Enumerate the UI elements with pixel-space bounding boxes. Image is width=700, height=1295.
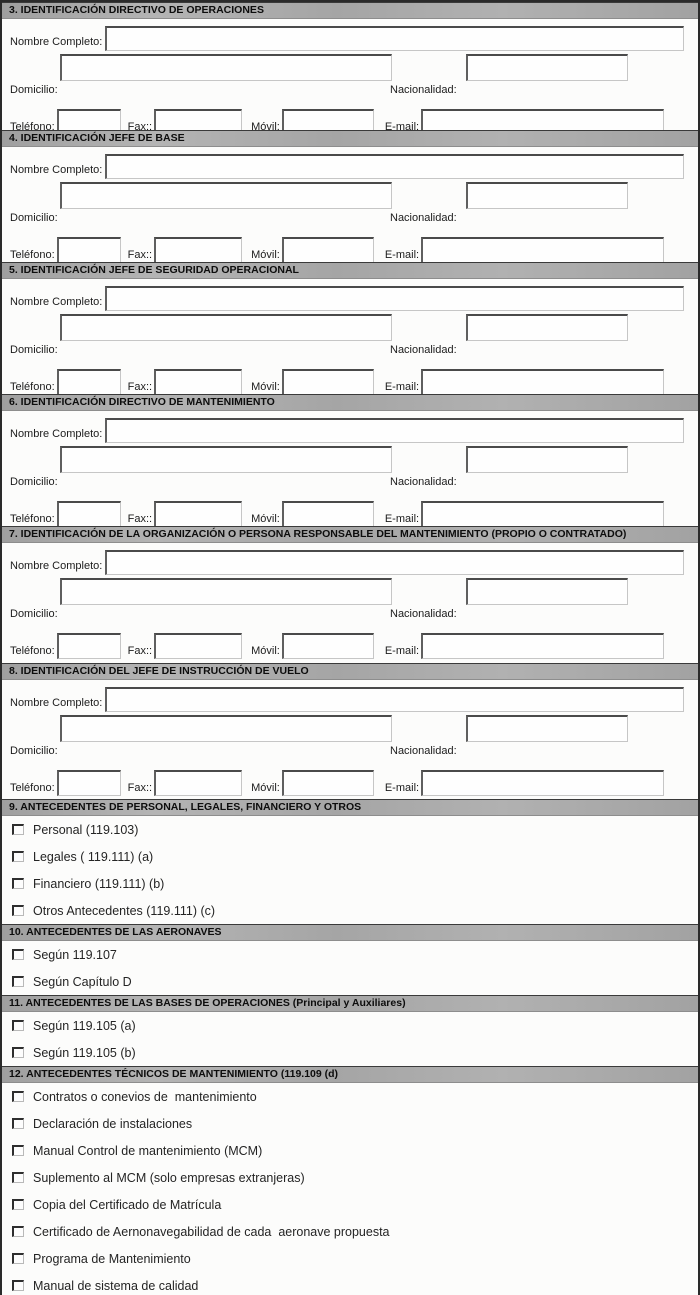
checklist-row: [2, 1245, 698, 1272]
nacionalidad-field[interactable]: [466, 54, 628, 81]
checklist-item-label: Manual Control de mantenimiento (MCM): [33, 1143, 263, 1158]
address-labels-row: [2, 744, 698, 761]
checklist-row: [2, 1164, 698, 1191]
nacionalidad-field[interactable]: [466, 715, 628, 742]
movil-field[interactable]: [282, 501, 374, 526]
section-11: [2, 995, 698, 1066]
nombre-completo-field[interactable]: [105, 550, 684, 575]
name-row: [2, 149, 698, 179]
checkbox[interactable]: [12, 1280, 24, 1291]
nacionalidad-field[interactable]: [466, 578, 628, 605]
movil-label: Móvil:: [251, 121, 280, 130]
domicilio-label: Domicilio:: [10, 476, 58, 488]
address-boxes-row: [2, 446, 698, 473]
fax-label: Fax::: [127, 121, 153, 130]
telefono-label: Teléfono:: [10, 249, 55, 261]
email-field[interactable]: [421, 369, 664, 394]
telefono-label: Teléfono:: [10, 782, 55, 794]
checklist-item-label: Manual de sistema de calidad: [33, 1278, 199, 1293]
domicilio-field[interactable]: [60, 182, 392, 209]
address-labels-row: [2, 475, 698, 492]
checkbox[interactable]: [12, 851, 24, 862]
checklist-row: [2, 1039, 698, 1066]
checkbox[interactable]: [12, 1047, 24, 1058]
domicilio-field[interactable]: [60, 54, 392, 81]
telefono-field[interactable]: [57, 501, 121, 526]
address-labels-row: [2, 211, 698, 228]
checklist-row: [2, 1012, 698, 1039]
name-row: [2, 545, 698, 575]
section-10-header: [2, 924, 698, 941]
checklist-row: [2, 1083, 698, 1110]
checklist-row: [2, 816, 698, 843]
email-field[interactable]: [421, 237, 664, 262]
section-9: [2, 799, 698, 924]
name-row: [2, 21, 698, 51]
checklist-item-label: Programa de Mantenimiento: [33, 1251, 191, 1266]
section-title: 4. IDENTIFICACIÓN JEFE DE BASE: [9, 132, 185, 144]
nacionalidad-label: Nacionalidad:: [390, 212, 457, 224]
checklist-row: [2, 1110, 698, 1137]
telefono-field[interactable]: [57, 633, 121, 659]
section-12: [2, 1066, 698, 1295]
contact-row: [2, 761, 698, 799]
movil-field[interactable]: [282, 109, 374, 130]
contact-row: [2, 624, 698, 663]
fax-label: Fax::: [127, 249, 153, 261]
checklist-item-label: Legales ( 119.111) (a): [33, 849, 154, 864]
address-labels-row: [2, 83, 698, 100]
checkbox[interactable]: [12, 976, 24, 987]
checklist-row: [2, 941, 698, 968]
nacionalidad-label: Nacionalidad:: [390, 344, 457, 356]
checkbox[interactable]: [12, 1020, 24, 1031]
checkbox[interactable]: [12, 1091, 24, 1102]
checklist-item-label: Declaración de instalaciones: [33, 1116, 193, 1131]
name-row: [2, 682, 698, 712]
section-7-header: [2, 526, 698, 543]
nacionalidad-label: Nacionalidad:: [390, 745, 457, 757]
section-8-header: [2, 663, 698, 680]
section-title: 5. IDENTIFICACIÓN JEFE DE SEGURIDAD OPERACIONAL: [9, 264, 299, 276]
checkbox[interactable]: [12, 1199, 24, 1210]
address-boxes-row: [2, 715, 698, 742]
email-field[interactable]: [421, 770, 664, 796]
movil-field[interactable]: [282, 633, 374, 659]
email-label: E-mail:: [384, 513, 420, 525]
checklist-row: [2, 1137, 698, 1164]
checklist-row: [2, 843, 698, 870]
checklist-item-label: Personal (119.103): [33, 822, 139, 837]
fax-field[interactable]: [154, 633, 242, 659]
domicilio-label: Domicilio:: [10, 212, 58, 224]
address-boxes-row: [2, 182, 698, 209]
nombre-completo-field[interactable]: [105, 418, 684, 443]
checklist-item-label: Otros Antecedentes (119.111) (c): [33, 903, 216, 918]
checklist-item-label: Suplemento al MCM (solo empresas extranjeras): [33, 1170, 305, 1185]
fax-label: Fax::: [127, 513, 153, 525]
checkbox[interactable]: [12, 1118, 24, 1129]
section-title: 9. ANTECEDENTES DE PERSONAL, LEGALES, FINANCIERO Y OTROS: [9, 801, 362, 813]
section-title: 8. IDENTIFICACIÓN DEL JEFE DE INSTRUCCIÓN DE VUELO: [9, 665, 309, 677]
checklist-row: [2, 1272, 698, 1295]
fax-label: Fax::: [127, 645, 153, 657]
address-labels-row: [2, 343, 698, 360]
nombre-completo-label: Nombre Completo:: [10, 164, 103, 176]
movil-field[interactable]: [282, 770, 374, 796]
checklist-row: [2, 1218, 698, 1245]
telefono-label: Teléfono:: [10, 121, 55, 130]
checkbox[interactable]: [12, 949, 24, 960]
checklist-row: [2, 968, 698, 995]
email-label: E-mail:: [384, 782, 420, 794]
section-3: [2, 2, 698, 130]
telefono-field[interactable]: [57, 237, 121, 262]
checklist-item-label: Según 119.105 (a): [33, 1018, 136, 1033]
nacionalidad-field[interactable]: [466, 182, 628, 209]
email-field[interactable]: [421, 501, 664, 526]
checklist-row: [2, 897, 698, 924]
fax-field[interactable]: [154, 501, 242, 526]
section-9-header: [2, 799, 698, 816]
domicilio-label: Domicilio:: [10, 608, 58, 620]
nombre-completo-label: Nombre Completo:: [10, 560, 103, 572]
checklist-item-label: Copia del Certificado de Matrícula: [33, 1197, 222, 1212]
nombre-completo-field[interactable]: [105, 26, 684, 51]
movil-label: Móvil:: [251, 782, 280, 794]
checkbox[interactable]: [12, 1226, 24, 1237]
nacionalidad-label: Nacionalidad:: [390, 476, 457, 488]
name-row: [2, 413, 698, 443]
section-4-header: [2, 130, 698, 147]
nacionalidad-field[interactable]: [466, 446, 628, 473]
address-labels-row: [2, 607, 698, 624]
checklist-item-label: Contratos o conevios de mantenimiento: [33, 1089, 257, 1104]
section-12-header: [2, 1066, 698, 1083]
domicilio-field[interactable]: [60, 578, 392, 605]
checklist-item-label: Financiero (119.111) (b): [33, 876, 165, 891]
email-label: E-mail:: [384, 121, 420, 130]
checklist-item-label: Según Capítulo D: [33, 974, 132, 989]
nombre-completo-label: Nombre Completo:: [10, 697, 103, 709]
telefono-field[interactable]: [57, 369, 121, 394]
checkbox[interactable]: [12, 1145, 24, 1156]
fax-field[interactable]: [154, 369, 242, 394]
movil-label: Móvil:: [251, 513, 280, 525]
telefono-label: Teléfono:: [10, 645, 55, 657]
checklist-item-label: Según 119.105 (b): [33, 1045, 136, 1060]
nombre-completo-label: Nombre Completo:: [10, 36, 103, 48]
section-title: 7. IDENTIFICACIÓN DE LA ORGANIZACIÓN O PERSONA RESPONSABLE DEL MANTENIMIENTO (PROPIO O CONTRATADO): [9, 528, 627, 540]
checkbox[interactable]: [12, 878, 24, 889]
section-5: [2, 262, 698, 394]
nombre-completo-label: Nombre Completo:: [10, 296, 103, 308]
contact-row: [2, 228, 698, 262]
telefono-label: Teléfono:: [10, 513, 55, 525]
section-8: [2, 663, 698, 799]
nombre-completo-label: Nombre Completo:: [10, 428, 103, 440]
nacionalidad-label: Nacionalidad:: [390, 84, 457, 96]
checkbox[interactable]: [12, 1172, 24, 1183]
telefono-field[interactable]: [57, 109, 121, 130]
section-11-header: [2, 995, 698, 1012]
domicilio-field[interactable]: [60, 446, 392, 473]
section-title: 6. IDENTIFICACIÓN DIRECTIVO DE MANTENIMIENTO: [9, 396, 275, 408]
section-title: 10. ANTECEDENTES DE LAS AERONAVES: [9, 926, 222, 938]
domicilio-label: Domicilio:: [10, 745, 58, 757]
checklist-item-label: Según 119.107: [33, 947, 117, 962]
contact-row: [2, 492, 698, 526]
checkbox[interactable]: [12, 905, 24, 916]
section-5-header: [2, 262, 698, 279]
address-boxes-row: [2, 314, 698, 341]
fax-label: Fax::: [127, 381, 153, 393]
fax-field[interactable]: [154, 109, 242, 130]
checkbox[interactable]: [12, 824, 24, 835]
telefono-field[interactable]: [57, 770, 121, 796]
section-title: 3. IDENTIFICACIÓN DIRECTIVO DE OPERACIONES: [9, 4, 264, 16]
email-label: E-mail:: [384, 381, 420, 393]
section-4: [2, 130, 698, 262]
telefono-label: Teléfono:: [10, 381, 55, 393]
section-10: [2, 924, 698, 995]
movil-field[interactable]: [282, 369, 374, 394]
checklist-row: [2, 1191, 698, 1218]
movil-field[interactable]: [282, 237, 374, 262]
email-field[interactable]: [421, 109, 664, 130]
section-7: [2, 526, 698, 663]
fax-label: Fax::: [127, 782, 153, 794]
movil-label: Móvil:: [251, 645, 280, 657]
nacionalidad-label: Nacionalidad:: [390, 608, 457, 620]
contact-row: [2, 360, 698, 394]
fax-field[interactable]: [154, 770, 242, 796]
domicilio-field[interactable]: [60, 715, 392, 742]
email-field[interactable]: [421, 633, 664, 659]
checklist-row: [2, 870, 698, 897]
nombre-completo-field[interactable]: [105, 687, 684, 712]
section-3-header: [2, 2, 698, 19]
address-boxes-row: [2, 54, 698, 81]
email-label: E-mail:: [384, 645, 420, 657]
domicilio-label: Domicilio:: [10, 84, 58, 96]
movil-label: Móvil:: [251, 381, 280, 393]
section-title: 12. ANTECEDENTES TÉCNICOS DE MANTENIMIENTO (119.109 (d): [9, 1068, 339, 1080]
nombre-completo-field[interactable]: [105, 154, 684, 179]
nombre-completo-field[interactable]: [105, 286, 684, 311]
contact-row: [2, 100, 698, 130]
nacionalidad-field[interactable]: [466, 314, 628, 341]
section-title: 11. ANTECEDENTES DE LAS BASES DE OPERACIONES (Principal y Auxiliares): [9, 997, 406, 1009]
domicilio-label: Domicilio:: [10, 344, 58, 356]
fax-field[interactable]: [154, 237, 242, 262]
address-boxes-row: [2, 578, 698, 605]
section-6-header: [2, 394, 698, 411]
checklist-item-label: Certificado de Aernonavegabilidad de cada aeronave propuesta: [33, 1224, 390, 1239]
email-label: E-mail:: [384, 249, 420, 261]
section-6: [2, 394, 698, 526]
movil-label: Móvil:: [251, 249, 280, 261]
name-row: [2, 281, 698, 311]
checkbox[interactable]: [12, 1253, 24, 1264]
domicilio-field[interactable]: [60, 314, 392, 341]
